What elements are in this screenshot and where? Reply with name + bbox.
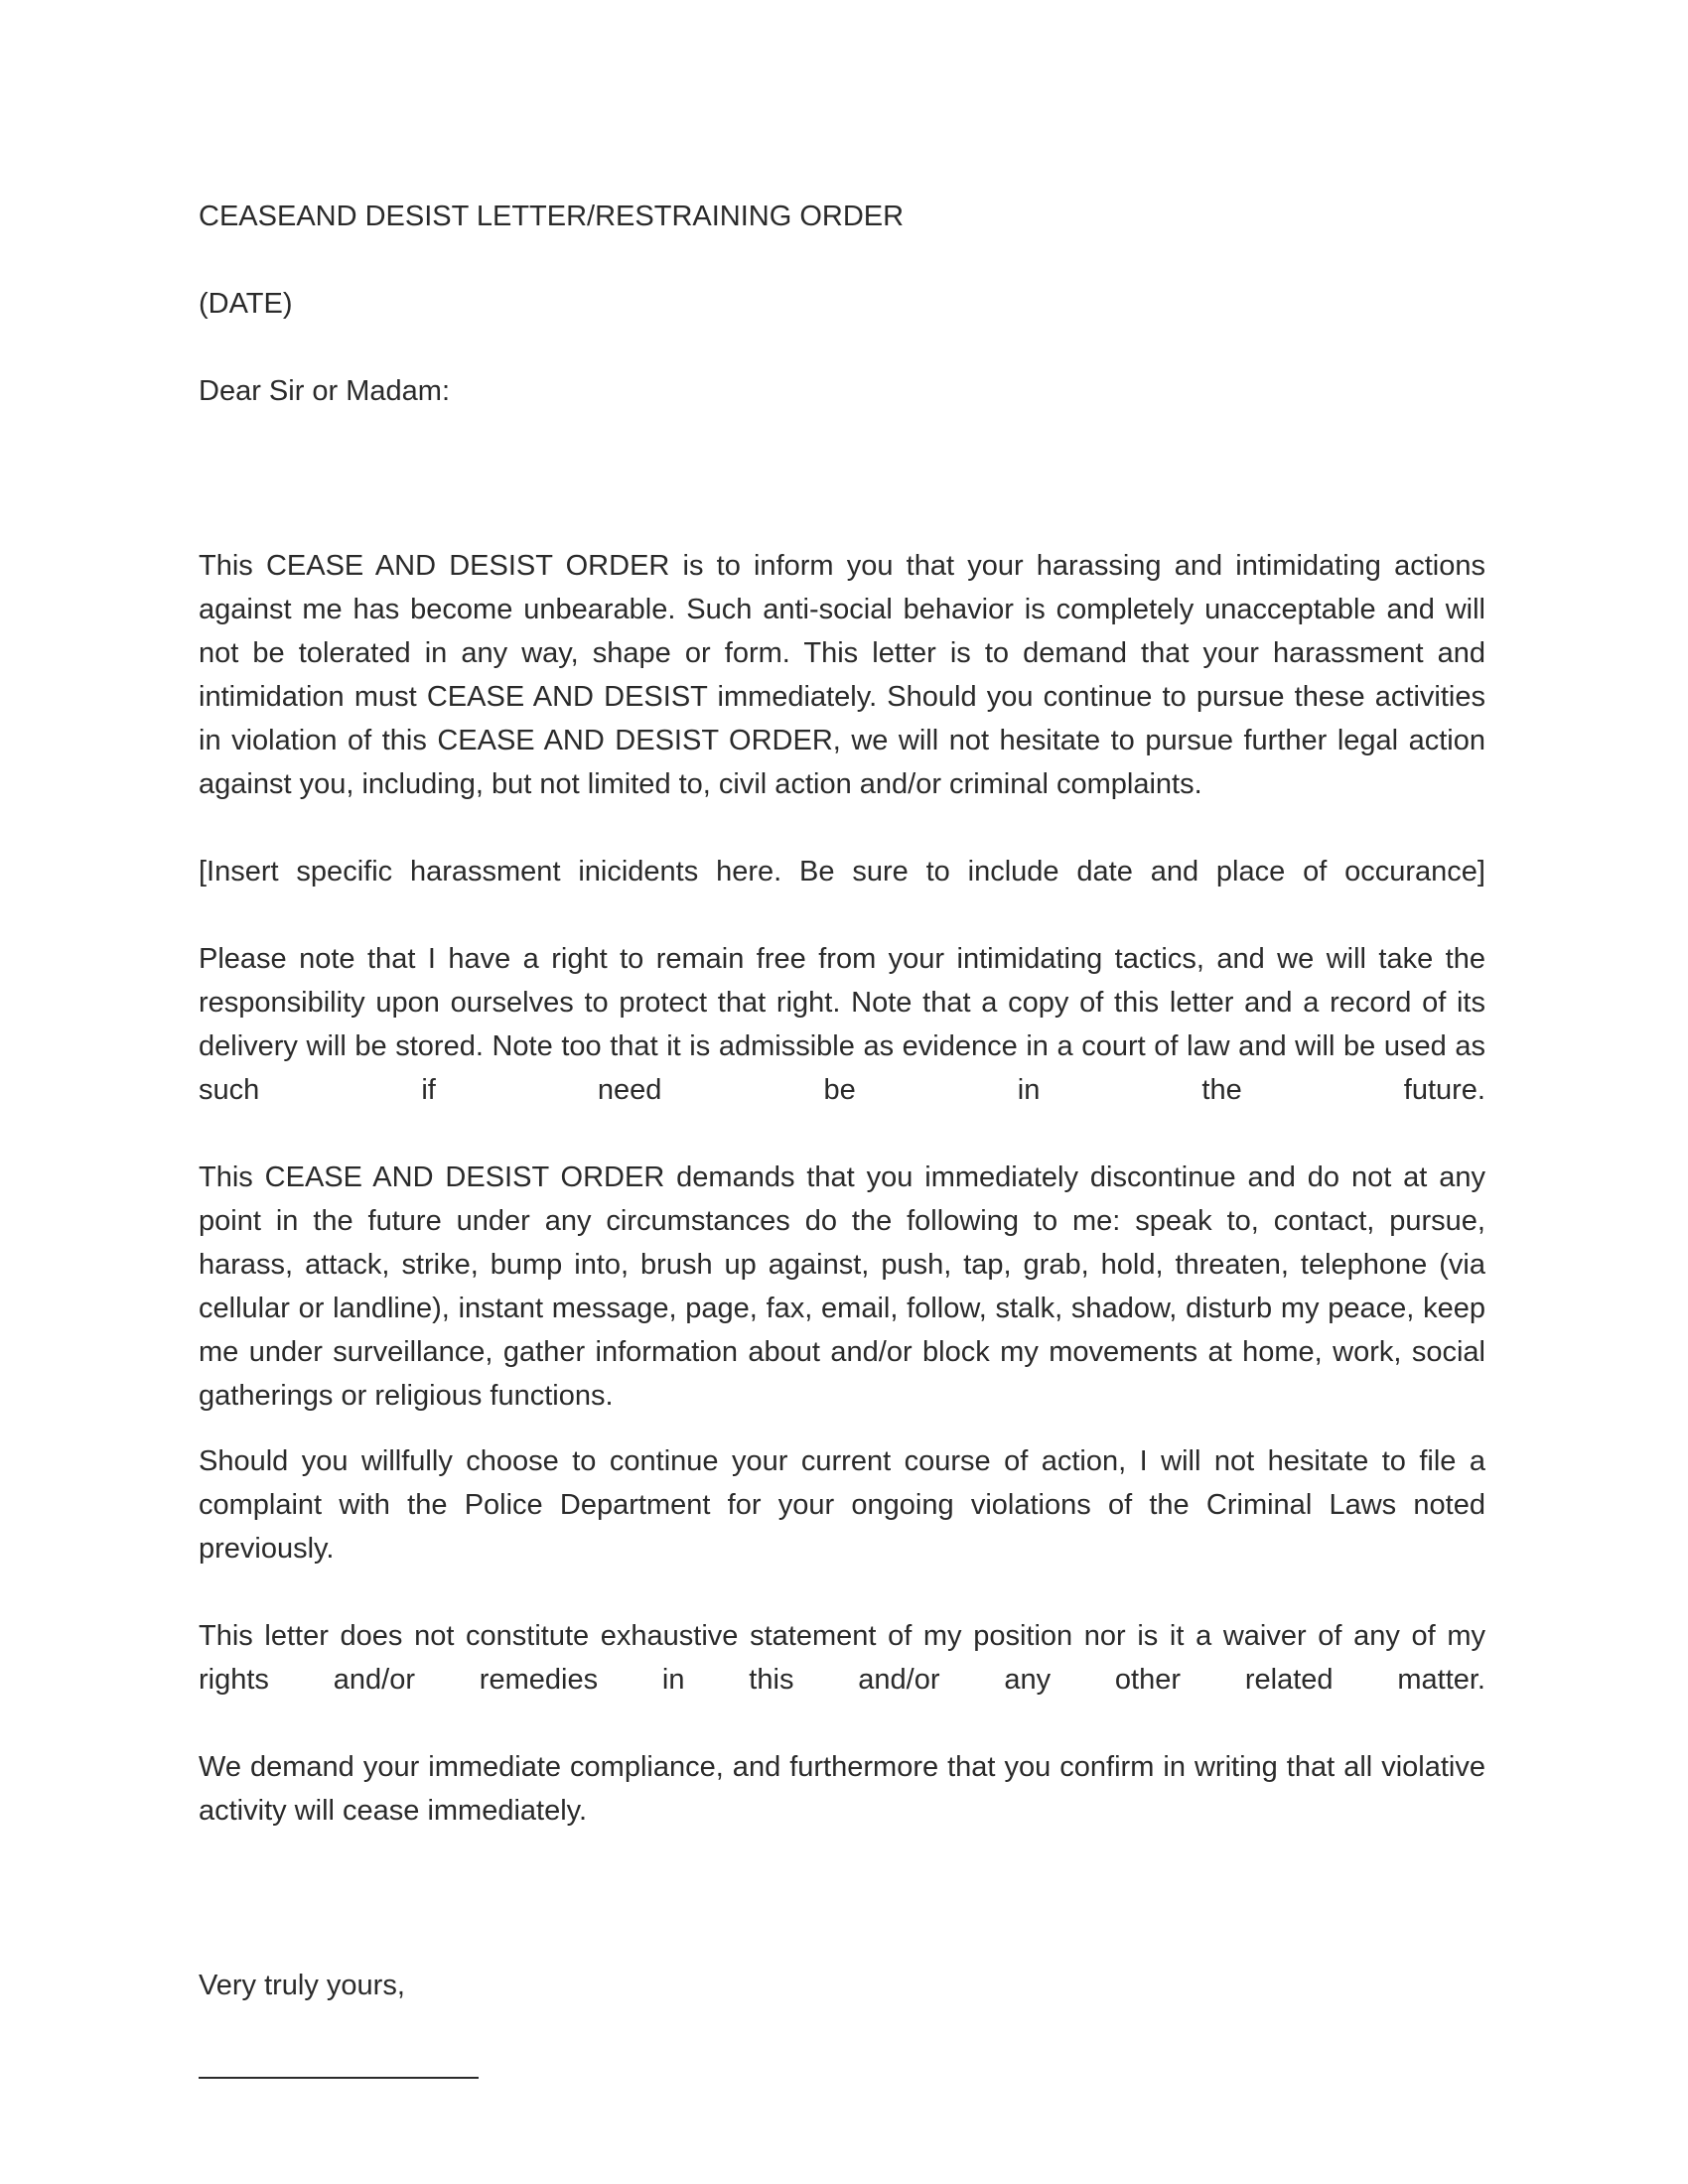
- signature-line: [199, 2077, 479, 2079]
- letter-title: CEASEAND DESIST LETTER/RESTRAINING ORDER: [199, 201, 905, 232]
- paragraph-right-to-remain-free: Please note that I have a right to remain free from your intimidating tactics, and we will take the responsibility upon ourselves to protect that right. Note that a copy of this letter and a record of its delivery will be stored. Note too that it is admissible as evidence in a court of law and will be used as such if need be in the future.: [199, 943, 1485, 1106]
- closing: Very truly yours,: [199, 1970, 405, 2001]
- paragraph-cease-order: This CEASE AND DESIST ORDER is to inform you that your harassing and intimidating actions against me has become unbearable. Such anti-social behavior is completely unacceptable and will not be tolerated in any way, shape or form. This letter is to demand that your harassment and intimidation must CEASE AND DESIST immediately. Should you continue to pursue these activities in violation of this CEASE AND DESIST ORDER, we will not hesitate to pursue further legal action against you, including, but not limited to, civil action and/or criminal complaints.: [199, 550, 1485, 800]
- salutation: Dear Sir or Madam:: [199, 375, 451, 407]
- paragraph-prohibited-actions: This CEASE AND DESIST ORDER demands that you immediately discontinue and do not at any point in the future under any circumstances do the following to me: speak to, contact, pursue, harass, attack, strike, bump into, brush up against, push, tap, grab, hold, threaten, telephone (via cellular or landline), instant message, page, fax, email, follow, stalk, shadow, disturb my peace, keep me under surveillance, gather information about and/or block my movements at home, work, social gatherings or religious functions.: [199, 1161, 1485, 1412]
- letter-date: (DATE): [199, 288, 293, 320]
- paragraph-incidents-placeholder: [Insert specific harassment inicidents here. Be sure to include date and place of occurance]: [199, 856, 1485, 887]
- paragraph-police-complaint: Should you willfully choose to continue your current course of action, I will not hesitate to file a complaint with the Police Department for your ongoing violations of the Criminal Laws noted previously.: [199, 1445, 1485, 1565]
- letter-body: [199, 195, 1485, 2079]
- paragraph-demand-compliance: We demand your immediate compliance, and furthermore that you confirm in writing that all violative activity will cease immediately.: [199, 1751, 1485, 1827]
- paragraph-not-waiver: This letter does not constitute exhaustive statement of my position nor is it a waiver of any of my rights and/or remedies in this and/or any other related matter.: [199, 1620, 1485, 1696]
